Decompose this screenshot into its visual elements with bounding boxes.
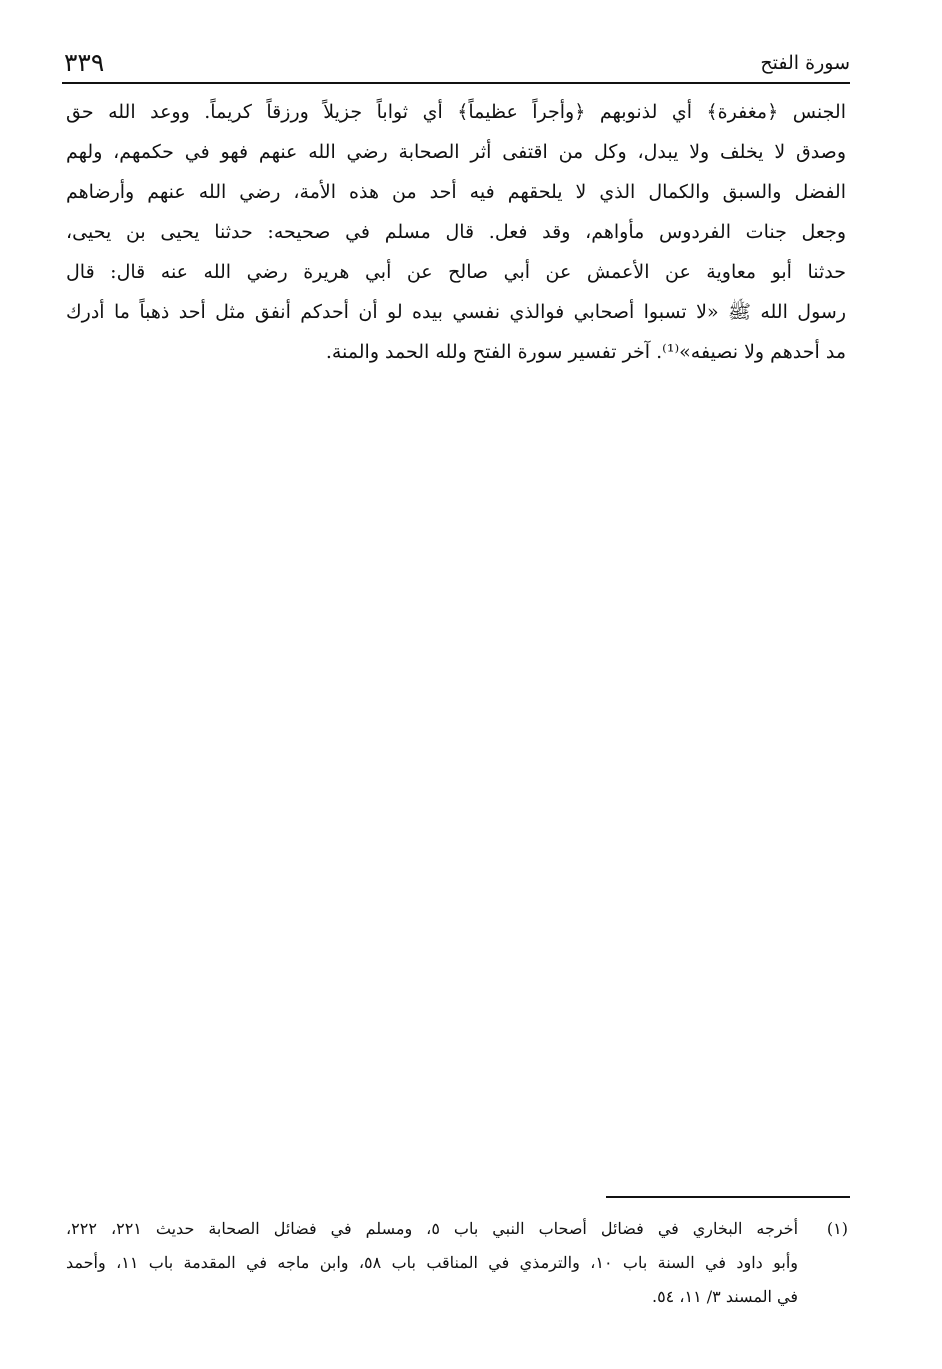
text-line: الفضل والسبق والكمال الذي لا يلحقهم فيه أحد من هذه الأمة، رضي الله عنهم وأرضاهم [66,181,846,203]
footnote-marker: (١) [826,1219,848,1238]
page-number: ٣٣٩ [64,48,105,77]
footnote-text [66,1212,798,1314]
text-line: مد أحدهم ولا نصيفه»⁽¹⁾. آخر تفسير سورة الفتح ولله الحمد والمنة. [325,341,846,363]
footnote-line: أخرجه البخاري في فضائل أصحاب النبي باب ٥، ومسلم في فضائل الصحابة حديث ٢٢١، ٢٢٢، [66,1219,798,1238]
text-line: الجنس ﴿مغفرة﴾ أي لذنوبهم ﴿وأجراً عظيماً﴾ أي ثواباً جزيلاً ورزقاً كريماً. ووعد الله حق [66,101,846,123]
text-line: وصدق لا يخلف ولا يبدل، وكل من اقتفى أثر الصحابة رضي الله عنهم فهو في حكمهم، ولهم [66,141,846,163]
footnote-line: وأبو داود في السنة باب ١٠، والترمذي في المناقب باب ٥٨، وابن ماجه في المقدمة باب ١١، وأحمد [66,1253,798,1272]
running-title: سورة الفتح [760,52,850,74]
main-text [66,92,846,372]
footnote-separator [606,1196,850,1198]
text-line: وجعل جنات الفردوس مأواهم، وقد فعل. قال مسلم في صحيحه: حدثنا يحيى بن يحيى، [66,221,846,243]
text-line: رسول الله ﷺ «لا تسبوا أصحابي فوالذي نفسي بيده لو أن أحدكم أنفق مثل أحد ذهباً ما أدرك [66,301,846,323]
footnote-line: في المسند ٣/ ١١، ٥٤. [651,1287,798,1306]
header-rule [62,82,850,84]
text-line: حدثنا أبو معاوية عن الأعمش عن أبي صالح عن أبي هريرة رضي الله عنه قال: قال [66,261,846,283]
page-header [64,48,850,80]
